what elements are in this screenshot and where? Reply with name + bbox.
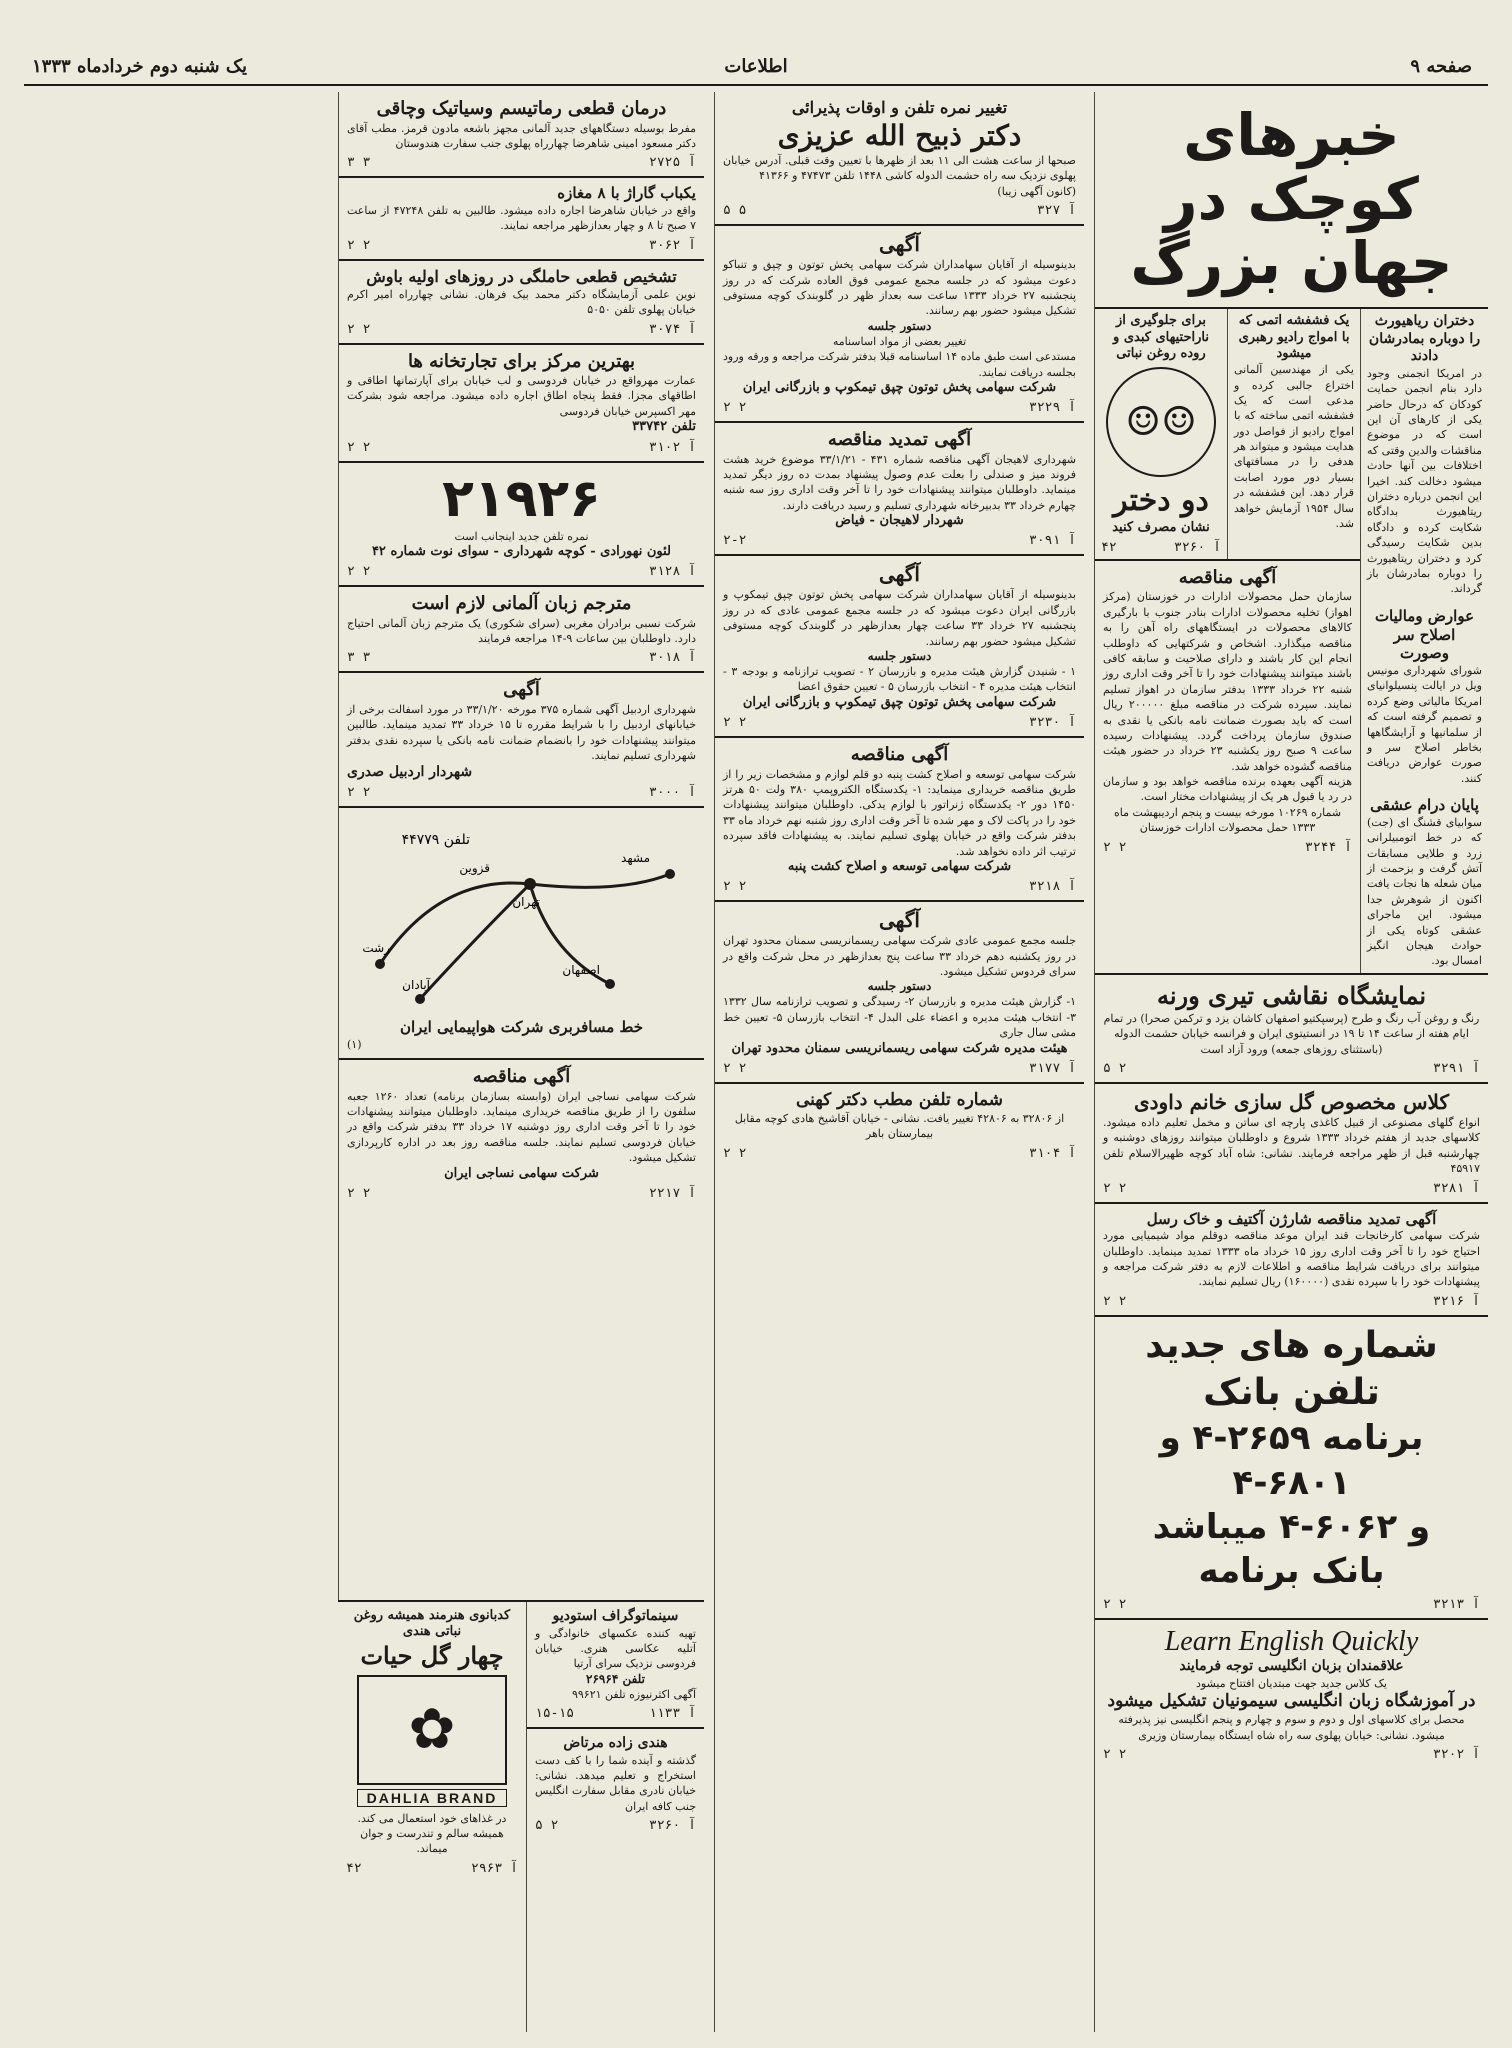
map-city-1: قزوین	[459, 861, 490, 875]
tobacco-meeting-ad-2: آگهی بدینوسیله از آقایان سهامداران شرکت سهامی پخش توتون چپق تیمکوپ و بازرگانی ایران دعوت میشود که در جلسه مجمع عمومی عادی که در روز پنجشنبه ۲۷ خرداد ۳۳ ساعت چهار بعدازظهر در گلوبندک کوچه مستوفی تشکیل میشود حضور بهم رسانند. دستور جلسه ۱ - شنیدن گزارش هیئت مدیره و بازرسان ۲ - تصویب ترازنامه و بودجه ۳ - انتخاب هیئت مدیره ۴ - انتخاب بازرسان ۵ - تعیین حقوق اعضا شرکت سهامی پخش توتون چپق تیمکوپ و بازرگانی ایران ۲ ۲ آ ۳۲۳۰	[715, 556, 1084, 738]
city-dot	[665, 869, 675, 879]
painting-exhibition-ad: نمایشگاه نقاشی تیری ورنه رنگ و روغن آب رنگ و طرح (پرسپکتیو اصفهان کاشان یزد و ترکمن صحرا) در تمام ایام هفته از ساعت ۱۴ تا ۱۹ در انستیتوی ایران و فرانسه خیابان حشمت الدوله (باستثنای روزهای جمعه) ورود آزاد است ۵ ۲ آ ۳۲۹۱	[1095, 973, 1488, 1084]
bank-phone-ad: شماره های جدید تلفن بانک برنامه ۲۶۵۹-۴ و ۶۸۰۱-۴ و ۶۰۶۲-۴ میباشد بانک برنامه ۲ ۲ آ ۳۲۱۳	[1095, 1317, 1488, 1620]
lahijan-tender-extension-ad: آگهی تمدید مناقصه شهرداری لاهیجان آگهی مناقصه شماره ۴۳۱ - ۳۳/۱/۲۱ موضوع خرید هشت فروند میز و صندلی را بعلت عدم وصول پیشنهاد بمدت ده روز دیگر تمدید مینماید. داوطلبان میتوانند پیشنهادات خود را تا آخر وقت اداری روز سه شنبه چهارم خرداد ۳۳ بدبیرخانه شهرداری تسلیم و رسید دریافت دارند. شهردار لاهیجان - فیاض ۲-۲ آ ۳۰۹۱	[715, 423, 1084, 556]
textile-tender-ad: آگهی مناقصه شرکت سهامی نساجی ایران (وابسته بسازمان برنامه) تعداد ۱۲۶۰ جعبه سلفون را از طریق مناقصه خریداری مینماید. داوطلبان میتوانند پیشنهادات خود را تا آخر وقت اداری روز دوشنبه ۱۷ خرداد ۳۳ بدفتر شرکت واقع در خیابان فردوسی تسلیم نمایند. جلسه مناقصه روز بعد در اداره کارپردازی تشکیل میشود. شرکت سهامی نساجی ایران ۲ ۲ آ ۲۲۱۷	[347, 1066, 697, 1201]
sugar-tender-ad: آگهی تمدید مناقصه شارژن آکتیف و خاک رسل شرکت سهامی کارخانجات قند ایران موعد مناقصه دوقلم مواد شیمیایی مورد احتیاج خود را تا آخر وقت اداری روز ۱۵ خرداد ماه ۱۳۳۳ تمدید مینماید. داوطلبان میتوانند برای دریافت شرایط مناقصه و اطلاعات لازم به دفتر شرکت مراجعه و پیشنهادات خود را با سپرده نقدی (۱۶۰۰۰۰) ریال تسلیم نمایند. ۲ ۲ آ ۳۲۱۶	[1095, 1204, 1488, 1317]
atomic-and-oil-block	[1095, 309, 1360, 561]
map-city-3: مشهد	[621, 851, 650, 865]
narrow-news-column: دختران ریاهیورث را دوباره بمادرشان دادند در امریکا انجمنی وجود دارد بنام انجمن حمایت کودکان که درحال حاضر یکی از کارهای آن این است که در موضوع مناقشات والدین وقتی که اختلافات بین آنها حادث میشود دخالت کند. اخیرا این انجمن درباره دختران ریتاهیورث بدادگاه شکایت کرده و دادگاه بدین شکایت رسیدگی کرد و دختران ریتاهیورث را دوباره بمادرشان باز گرداند. عوارض ومالیات اصلاح سر وصورت شورای شهرداری مونیس ویل در ایالت پنسیلوانیای امریکا مالیاتی وضع کرده و تصمیم گرفته است که از سلمانیها و آرایشگاهها بخاطر اصلاح سر و صورت عوارض دریافت کنند. پایان درام عشقی سوابیای قشنگ ای (جت) که در خط اتومبیلرانی زرد و طلایی مسابقات آتش گرفت و بزحمت از میان شعله ها نجات یافت اکنون از شوهرش جدا میشود. این ماجرای عشقی کوتاه یکی از حوادث هیجان انگیز امسال بود.	[1360, 309, 1488, 972]
german-translator-ad: مترجم زبان آلمانی لازم است شرکت نسبی برادران مغربی (سرای شکوری) یک مترجم زبان آلمانی احتیاج دارد. داوطلبان بین ساعات ۹-۱۴ مراجعه فرمایند ۳ ۳ آ ۳۰۱۸	[339, 587, 704, 673]
garage-rent-ad: یکباب گاراژ با ۸ مغازه واقع در خیابان شاهرضا اجاره داده میشود. طالبین به تلفن ۴۷۲۴۸ از ساعت ۷ صبح تا ۸ و چهار بعدازظهر مراجعه نمایند. ۲ ۲ آ ۳۰۶۲	[339, 178, 704, 261]
doctor-kohani-phone-ad: شماره تلفن مطب دکتر کهنی از ۳۲۸۰۶ به ۴۲۸۰۶ تغییر یافت. نشانی - خیابان آقاشیخ هادی کوچه مقابل بیمارستان باهر ۲ ۲ آ ۳۱۰۴	[723, 1089, 1076, 1161]
issue-date: یک شنبه دوم خردادماه ۱۳۳۳	[32, 56, 247, 77]
column-3-bottom-split	[338, 1600, 704, 2032]
news-split	[1095, 309, 1488, 972]
ardabil-municipality-ad: آگهی شهرداری اردبیل آگهی شماره ۳۷۵ مورخه ۳۳/۱/۲۰ در مورد اسفالت برخی از خیابانهای اردبیل را با شرایط مقرره تا ۱۵ خرداد ۳۳ تمدید مینماید. طالبین میتوانند پیشنهادات خود را بانضمام ضمانت نامه بانکی یا سپرده نقدی بدفتر شهرداری تسلیم نمایند. شهردار اردبیل صدری ۲ ۲ آ ۳۰۰۰	[339, 673, 704, 808]
flower-icon: ✿	[357, 1675, 507, 1785]
transport-tender-ad: آگهی مناقصه سازمان حمل محصولات ادارات در خوزستان (مرکز اهواز) تخلیه محصولات ادارات بنادر جنوب با بارگیری کالاهای محصولات در ایستگاههای راه آهن را به مناقصه میگذارد. اشخاص و شرکتهایی که داوطلب انجام این کار باشند و دارای صلاحیت و سابقه کافی باشند میتوانند پیشنهادات خود را تا آخر وقت اداری روز شنبه ۲۲ خرداد ۱۳۳۳ بدفتر سازمان در اهواز تسلیم نمایند. سپرده شرکت در مناقصه مبلغ ۲۰۰۰۰۰ ریال است که باید بصورت ضمانت نامه بانکی یا نقدی به صندوق سازمان پرداخت گردد. پیشنهادات رسیده ساعت ۹ صبح روز یکشنبه ۲۳ خرداد در حضور هیئت مناقصه گشوده خواهد شد. هزینه آگهی بعهده برنده مناقصه خواهد بود و سازمان در رد یا قبول هر یک از پیشنهادات مختار است. شماره ۱۰۲۶۹ مورخه بیست و پنجم اردیبهشت ماه ۱۳۳۳ حمل محصولات ادارات خوزستان ۲ ۲ آ ۳۲۴۴	[1103, 566, 1352, 855]
news-section-title: خبرهای کوچک در جهان بزرگ	[1095, 92, 1488, 309]
hub-city-dot	[524, 878, 536, 890]
city-dot	[415, 994, 425, 1004]
column-4	[24, 1392, 328, 2032]
map-city-4: رشت	[362, 941, 390, 955]
cinema-studio-ad: سینماتوگراف استودیو تهیه کننده عکسهای خانوادگی و آتلیه عکاسی هنری. خیابان فردوسی نزدیک سرای آرتیا تلفن ۲۶۹۶۴ آگهی اکثرنیوزه تلفن ۹۹۶۲۱ ۱۵-۱۵ آ ۱۱۳۳	[527, 1602, 704, 1729]
pregnancy-test-ad: تشخیص قطعی حاملگی در روزهای اولیه باوش نوین علمی آزمایشگاه دکتر محمد بیک فرهان. نشانی چهارراه امیر اکرم خیابان پهلوی تلفن ۵۰۵۰ ۲ ۲ آ ۳۰۷۴	[339, 261, 704, 345]
column-1	[1094, 92, 1488, 2032]
office-center-ad: بهترین مرکز برای تجارتخانه ها عمارت مهرواقع در خیابان فردوسی و لب خیابان برای آپارتمانها اطاقی و اطاقهای مجزا. فقط پنجاه اطاق اجاره داده میشود. مراجعه شود بشرکت مهر اکسپرس خیابان فردوسی تلفن ۳۳۷۴۲ ۲ ۲ آ ۳۱۰۲	[339, 345, 704, 463]
masthead	[24, 52, 1488, 86]
map-city-5: اصفهان	[562, 963, 600, 977]
doctor-azizi-ad: تغییر نمره تلفن و اوقات پذیرائی دکتر ذبیح الله عزیزی صبحها از ساعت هشت الی ۱۱ بعد از ظهرها با تعیین وقت قبلی. آدرس خیابان پهلوی نزدیک سه راه حشمت الدوله کاشی ۱۴۴۸ تلفن ۴۷۴۷۳ و ۴۱۳۶۶ (کانون آگهی زیبا) ۵ ۵ آ ۳۲۷	[715, 92, 1084, 226]
dahlia-oil-ad: کدبانوی هنرمند همیشه روغن نباتی هندی چهار گل حیات ✿ DAHLIA BRAND در غذاهای خود استعمال می کند. همیشه سالم و تندرست و جوان میماند. ۴۲ آ ۲۹۶۳	[346, 1608, 518, 1876]
new-phone-number-ad: ۲۱۹۲۶ نمره تلفن جدید اینجانب است لئون نهورادی - کوچه شهرداری - سوای نوت شماره ۴۲ ۲ ۲ آ ۳۱۲۸	[339, 463, 704, 588]
map-city-6: آبادان	[402, 978, 430, 992]
fortune-teller-ad: هندی زاده مرتاض گذشته و آینده شما را با کف دست استخراج و تعلیم میدهد. نشانی: خیابان نادری مقابل سفارت انگلیس جنب کافه ایران ۵ ۲ آ ۳۲۶۰	[535, 1735, 696, 1834]
semnan-meeting-ad: آگهی جلسه مجمع عمومی عادی شرکت سهامی ریسمانریسی سمنان محدود تهران در روز یکشنبه دهم خرداد ۳۳ ساعت پنج بعدازظهر در محل شرکت واقع در سرای فردوس تشکیل میشود. دستور جلسه ۱- گزارش هیئت مدیره و بازرسان ۲- رسیدگی و تصویب ترازنامه سال ۱۳۳۲ ۳- انتخاب هیئت مدیره و اعضاء علی البدل ۴- انتخاب بازرسان ۵- تعیین خط مشی سال جاری هیئت مدیره شرکت سهامی ریسمانریسی سمنان محدود تهران ۲ ۲ آ ۳۱۷۷	[715, 902, 1084, 1084]
atomic-rocket-news: یک فشفشه اتمی که با امواج رادیو رهبری میشود یکی از مهندسین آلمانی اختراع جالبی کرده و مدعی است که یک فشفشه اتمی ساخته که با امواج رادیو از فواصل دور هدایت میشود و میتواند هر هدفی را در مسافتهای بسیار دور مورد اصابت قرار دهد. این فشفشه در سال ۱۹۵۴ آزمایش خواهد شد.	[1234, 313, 1354, 531]
airline-route-map-ad: تلفن ۴۴۷۷۹ قزوین تهران مشهد رشت اصفهان آبادان خط مسافربری شرکت هواپیمایی ایران (۱)	[339, 808, 704, 1060]
map-city-2: تهران	[512, 895, 540, 909]
two-girls-icon: ☺☺	[1106, 367, 1216, 477]
cotton-tender-ad: آگهی مناقصه شرکت سهامی توسعه و اصلاح کشت پنبه دو قلم لوازم و مشخصات زیر را از طریق مناقصه خریداری مینماید: ۱- یکدستگاه الکتروپمپ ۳۸۰ ولت ۵۰ هرتز ۱۴۵۰ دور ۲- یکدستگاه ژنراتور با لوازم یدکی. داوطلبان میتوانند پیشنهادات خود را در پاکت لاک و مهر شده تا آخر وقت اداری روز شنبه نهم خرداد ماه ۳۳ بدفتر شرکت واقع در خیابان پهلوی تسلیم نمایند. به پیشنهادات فاقد سپرده ترتیب اثر داده نخواهد شد. شرکت سهامی توسعه و اصلاح کشت پنبه ۲ ۲ آ ۳۲۱۸	[715, 738, 1084, 902]
wide-news-column	[1095, 309, 1360, 972]
dahlia-brand-logo: DAHLIA BRAND	[357, 1789, 507, 1807]
rheumatism-ad: درمان قطعی رماتیسم وسیاتیک وچاقی مفرط بوسیله دستگاههای جدید آلمانی مجهز باشعه مادون قرمز. مطب آقای دکتر مسعود امینی شاهرضا چهارراه پهلوی جنب سفارت هندوستان ۳ ۳ آ ۲۷۲۵	[339, 92, 704, 178]
newspaper-name: اطلاعات	[724, 56, 788, 77]
english-school-ad: Learn English Quickly علاقمندان بزبان انگلیسی توجه فرمایند یک کلاس جدید جهت مبتدیان افتتاح میشود در آموزشگاه زبان انگلیسی سیمونیان تشکیل میشود محصل برای کلاسهای اول و دوم و سوم و چهارم و پنجم انگلیسی نیز پذیرفته میشود. نشانی: خیابان پهلوی سه راه شاه ایستگاه بیمارستان وزیری ۲ ۲ آ ۳۲۰۲	[1103, 1626, 1480, 1763]
two-girls-oil-ad: برای جلوگیری از ناراحتیهای کبدی و روده روغن نباتی ☺☺ دو دختر نشان مصرف کنید ۴۲ آ ۳۲۶۰	[1095, 309, 1228, 559]
map-phone: تلفن ۴۴۷۷۹	[401, 832, 470, 848]
city-dot	[375, 959, 385, 969]
column-2	[714, 92, 1084, 2032]
page-number: صفحه ۹	[1410, 56, 1472, 77]
city-dot	[605, 979, 615, 989]
route-map	[350, 814, 696, 1014]
left-small-ads	[526, 1602, 704, 2032]
flower-class-ad: کلاس مخصوص گل سازی خانم داودی انواع گلهای مصنوعی از قبیل کاغذی پارچه ای ساتن و مخمل تعلیم داده میشود. کلاسهای جدید از هفتم خرداد ۱۳۳۳ شروع و داوطلبان میتوانند روزهای دوشنبه و چهارشنبه قبل از ظهر مراجعه فرمایند. نشانی: شاه آباد کوچه ظهیرالاسلام تلفن ۴۵۹۱۷ ۲ ۲ آ ۳۲۸۱	[1095, 1084, 1488, 1204]
tobacco-meeting-ad-1: آگهی بدینوسیله از آقایان سهامداران شرکت سهامی پخش توتون و چپق و تنباکو دعوت میشود که در جلسه مجمع عمومی فوق العاده شرکت که در روز پنجشنبه ۲۷ خرداد ۱۳۳۳ ساعت سه بعداز ظهر در گلوبندک کوچه مستوفی تشکیل میشود حضور بهم رسانند. دستور جلسه تغییر بعضی از مواد اساسنامه مستدعی است طبق ماده ۱۴ اساسنامه قبلا بدفتر شرکت مراجعه و ورقه ورود بجلسه دریافت نمایند. شرکت سهامی پخش توتون چپق تیمکوپ و بازرگانی ایران ۲ ۲ آ ۳۲۲۹	[715, 226, 1084, 423]
newspaper-page	[24, 0, 1488, 2048]
